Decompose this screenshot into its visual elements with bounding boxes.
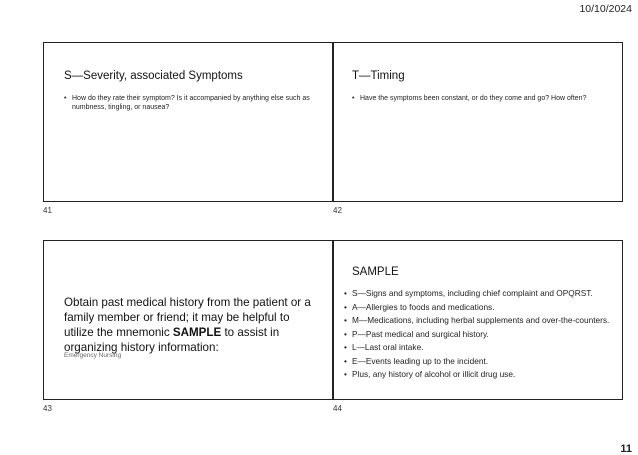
bullet-item: • Plus, any history of alcohol or illicit drug use.	[344, 369, 614, 380]
mnemonic-emphasis: SAMPLE	[172, 326, 222, 339]
slide-title: SAMPLE	[352, 266, 399, 278]
slide-44	[333, 240, 623, 400]
print-date: 10/10/2024	[579, 3, 632, 15]
bullet-item: • How do they rate their symptom? Is it accompanied by anything else such as numbness, tingling, or nausea?	[64, 95, 314, 112]
slide-body	[64, 295, 314, 355]
slide-number: 43	[43, 404, 52, 413]
slide-title: T—Timing	[352, 70, 405, 82]
slide-43	[43, 240, 333, 400]
slide-title: S—Severity, associated Symptoms	[64, 70, 243, 82]
bullet-item: • Have the symptoms been constant, or do they come and go? How often?	[352, 95, 592, 104]
body-text: Obtain past medical history from the patient or a family member or friend; it may be helpful to utilize the mnemonic	[64, 296, 311, 339]
body-text: to assist in organizing history information:	[64, 326, 280, 354]
bullet-list	[344, 288, 614, 383]
slide-number: 41	[43, 206, 52, 215]
bullet-item: • E—Events leading up to the incident.	[344, 356, 614, 367]
slide-42	[333, 42, 623, 202]
slide-41	[43, 42, 333, 202]
page-number: 11	[620, 443, 632, 455]
bullet-item: • M—Medications, including herbal supplements and over-the-counters.	[344, 315, 614, 326]
bullet-item: • L—Last oral intake.	[344, 342, 614, 353]
bullet-item: • A—Allergies to foods and medications.	[344, 302, 614, 313]
slide-number: 44	[333, 404, 342, 413]
bullet-list	[352, 95, 592, 106]
bullet-item: • S—Signs and symptoms, including chief complaint and OPQRST.	[344, 288, 614, 299]
slide-number: 42	[333, 206, 342, 215]
bullet-list	[64, 95, 314, 114]
bullet-item: • P—Past medical and surgical history.	[344, 329, 614, 340]
source-caption: Emergency Nursing	[64, 352, 122, 359]
